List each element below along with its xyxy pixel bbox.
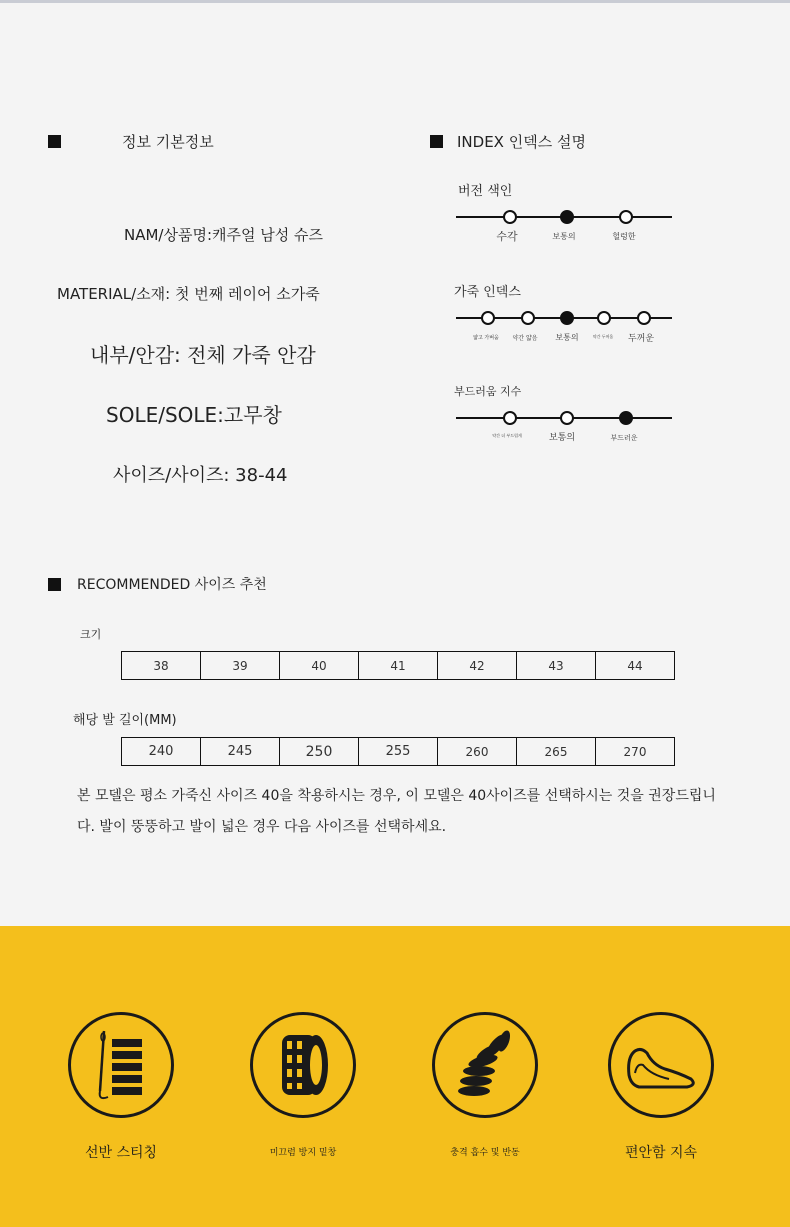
foot-length-label: 해당 발 길이(MM) [73,713,177,728]
scale-point [597,311,611,325]
scale-label: 부드러운 [610,434,638,442]
table-row [122,652,675,680]
recommended-heading-text: RECOMMENDED 사이즈 추천 [77,577,267,593]
length-cell: 245 [201,738,280,766]
feature-label: 충격 흡수 및 반동 [450,1148,520,1158]
scale-point [503,210,517,224]
scale-point [481,311,495,325]
size-note-line-2: 다. 발이 뚱뚱하고 발이 넓은 경우 다음 사이즈를 선택하세요. [77,819,447,835]
table-row [122,738,675,766]
scale-label: 보통의 [555,333,579,342]
info-heading [48,131,214,152]
feature-label: 편안함 지속 [624,1145,698,1161]
index-heading [430,131,586,152]
scale-point [560,411,574,425]
scale-label: 보통의 [548,433,576,443]
scale-point-selected [560,311,574,325]
length-cell: 255 [359,738,438,766]
version-index-title: 버전 색인 [458,184,513,199]
leather-index-title: 가죽 인덱스 [454,285,521,300]
size-cell: 40 [280,652,359,680]
square-bullet-icon [48,578,61,591]
scale-label: 헐렁한 [612,232,636,241]
sole-line: SOLE/SOLE:고무창 [106,403,282,427]
top-divider [0,0,790,3]
size-cell: 42 [438,652,517,680]
softness-index-scale [456,409,672,449]
scale-label: 약간 두꺼움 [592,334,614,339]
square-bullet-icon [48,135,61,148]
info-heading-text: 정보 기본정보 [122,133,214,151]
index-heading-text: INDEX 인덱스 설명 [457,133,586,151]
leather-index-scale [456,309,672,349]
scale-point-selected [619,411,633,425]
feature-anti-slip [248,1012,358,1158]
tire-sole-icon [250,1012,356,1118]
size-cell: 43 [517,652,596,680]
softness-index-title: 부드러움 지수 [454,385,522,398]
foot-length-table [121,737,675,766]
recommended-heading [48,574,267,594]
spring-icon [432,1012,538,1118]
scale-point [503,411,517,425]
scale-label: 수각 [496,230,518,243]
scale-point [619,210,633,224]
size-range-line: 사이즈/사이즈: 38-44 [113,465,288,486]
shoe-insole-icon [608,1012,714,1118]
material-line: MATERIAL/소재: 첫 번째 레이어 소가죽 [57,285,320,303]
scale-label: 얇고 가벼움 [473,335,499,341]
product-name-line: NAM/상품명:캐주얼 남성 슈즈 [124,226,323,244]
length-cell: 265 [517,738,596,766]
feature-comfort [606,1012,716,1161]
scale-label: 약간 더 부드럽게 [492,433,522,438]
size-row-label: 크기 [80,628,102,641]
scale-label: 두꺼운 [627,334,655,344]
stitching-icon [68,1012,174,1118]
size-cell: 44 [596,652,675,680]
feature-label: 선반 스티칭 [84,1145,158,1161]
length-cell: 240 [122,738,201,766]
version-index-scale [456,208,672,248]
size-cell: 38 [122,652,201,680]
scale-label: 보통의 [552,232,576,241]
feature-stitching [66,1012,176,1161]
lining-line: 내부/안감: 전체 가죽 안감 [90,343,316,367]
length-cell: 260 [438,738,517,766]
feature-shock-absorb [430,1012,540,1158]
size-cell: 41 [359,652,438,680]
scale-point [521,311,535,325]
size-note-line-1: 본 모델은 평소 가죽신 사이즈 40을 착용하시는 경우, 이 모델은 40사이즈를 선택하시는 것을 권장드립니 [77,788,716,804]
size-table [121,651,675,680]
scale-point-selected [560,210,574,224]
scale-point [637,311,651,325]
scale-label: 약간 얇음 [512,335,538,342]
length-cell: 250 [280,738,359,766]
length-cell: 270 [596,738,675,766]
square-bullet-icon [430,135,443,148]
feature-label: 미끄럼 방지 밑창 [269,1148,337,1158]
size-cell: 39 [201,652,280,680]
